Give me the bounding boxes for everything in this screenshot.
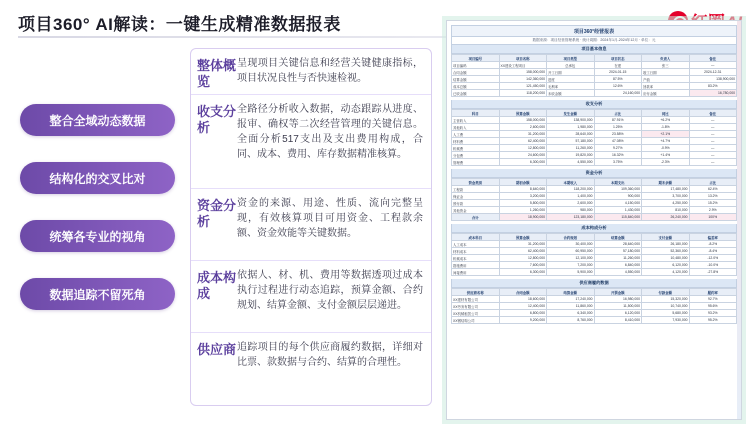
table-row — [452, 255, 737, 262]
th: 开票金额 — [594, 289, 642, 296]
td: — — [689, 117, 737, 124]
th: 占比 — [594, 110, 642, 117]
table-row — [452, 62, 737, 69]
table-row — [452, 159, 737, 166]
td: +1.4% — [642, 152, 690, 159]
td: 6,840,000 — [594, 262, 642, 269]
td: 142,360,000 — [499, 76, 547, 83]
td: 材料成本 — [452, 248, 500, 255]
th: 发生金额 — [547, 110, 595, 117]
td: 123,180,000 — [547, 214, 595, 221]
td: 材料费 — [452, 138, 500, 145]
td: -8.2% — [689, 241, 737, 248]
td: 12,400,000 — [499, 303, 547, 310]
th: 资金类别 — [452, 179, 500, 186]
td: 52,360,000 — [642, 248, 690, 255]
td: 8,640,000 — [499, 186, 547, 193]
td: -1.8% — [642, 124, 690, 131]
td: 应付金额 — [642, 90, 690, 97]
td: XX建设工程项目 — [499, 62, 547, 69]
capability-label: 成本构成 — [197, 270, 237, 301]
td: +6.2% — [642, 117, 690, 124]
table-row — [452, 117, 737, 124]
pill-label: 统筹各专业的视角 — [49, 229, 146, 244]
th: 结算金额 — [547, 289, 595, 296]
td: — — [689, 145, 737, 152]
td: -0.9% — [642, 145, 690, 152]
capability-text: 全路径分析收入数据，动态跟踪从进度、报审、确权等二次经营管理的关键信息。全面分析517支出及支出费用构成，合同、成本、费用、库存数据精准核算。 — [237, 104, 423, 160]
th: 供应商名称 — [452, 289, 500, 296]
table-row — [452, 200, 737, 207]
td: 28,640,000 — [594, 241, 642, 248]
td: -8.4% — [689, 248, 737, 255]
feature-pill — [20, 278, 175, 310]
td: 3,200,000 — [499, 193, 547, 200]
td: 合同金额 — [452, 69, 500, 76]
td: 980,000 — [547, 207, 595, 214]
td: 31,200,000 — [499, 131, 547, 138]
td: 7,930,000 — [642, 317, 690, 324]
td: — — [689, 62, 737, 69]
th: 结算金额 — [594, 234, 642, 241]
td: 工程款 — [452, 186, 500, 193]
capability-row — [191, 95, 431, 189]
td: 24,600,000 — [499, 152, 547, 159]
td: 1,400,000 — [547, 193, 595, 200]
report-section-cost: 成本构成分析 — [451, 224, 737, 233]
td: 其他资金 — [452, 207, 500, 214]
table-header-row — [452, 289, 737, 296]
table-row — [452, 69, 737, 76]
td: — — [689, 124, 737, 131]
td: 预付款 — [452, 200, 500, 207]
table-row — [452, 207, 737, 214]
td: 92.7% — [689, 296, 737, 303]
td: -12.0% — [689, 255, 737, 262]
td: 11,260,000 — [594, 255, 642, 262]
report-table-income — [451, 109, 737, 166]
table-row — [452, 262, 737, 269]
td: 间接费用 — [452, 269, 500, 276]
report-section-income: 收支分析 — [451, 100, 737, 109]
td: 6,300,000 — [499, 159, 547, 166]
td: 10,740,000 — [642, 303, 690, 310]
td: 121,450,000 — [499, 83, 547, 90]
capability-label: 收支分析 — [197, 104, 237, 135]
td: XX钢结构公司 — [452, 317, 500, 324]
td: 26,240,000 — [642, 214, 690, 221]
td: 9.27% — [594, 145, 642, 152]
th: 期初余额 — [499, 179, 547, 186]
td: XX建材有限公司 — [452, 296, 500, 303]
table-row — [452, 152, 737, 159]
feature-pill — [20, 104, 175, 136]
table-row — [452, 193, 737, 200]
td: 6,340,000 — [547, 310, 595, 317]
td: 47.08% — [594, 138, 642, 145]
td: 张三 — [642, 62, 690, 69]
td: 回款率 — [642, 83, 690, 90]
td: 合计 — [452, 214, 500, 221]
td: 毛利率 — [547, 83, 595, 90]
td: 6,120,000 — [642, 262, 690, 269]
table-row — [452, 317, 737, 324]
td: 2,600,000 — [499, 124, 547, 131]
td: 23.58% — [594, 131, 642, 138]
pill-label: 数据追踪不留死角 — [49, 287, 146, 302]
th: 本期支出 — [594, 179, 642, 186]
report-table-cost — [451, 233, 737, 276]
th: 合约规划 — [547, 234, 595, 241]
td: 分包费 — [452, 152, 500, 159]
td: 8,760,000 — [547, 317, 595, 324]
th: 占比 — [689, 179, 737, 186]
td: 17,480,000 — [642, 186, 690, 193]
td: 17,240,000 — [547, 296, 595, 303]
feature-pill-list — [20, 104, 180, 336]
td: 保证金 — [452, 193, 500, 200]
td: 30,400,000 — [547, 241, 595, 248]
feature-pill — [20, 220, 175, 252]
td: 138,900,000 — [547, 117, 595, 124]
td: 4,550,000 — [594, 269, 642, 276]
td: 57,180,000 — [594, 248, 642, 255]
td: 6,300,000 — [499, 269, 547, 276]
td: 1,260,000 — [499, 207, 547, 214]
td: 主营收入 — [452, 117, 500, 124]
table-row — [452, 303, 737, 310]
td: 结算金额 — [452, 76, 500, 83]
table-header-row — [452, 179, 737, 186]
table-row — [452, 76, 737, 83]
table-row — [452, 145, 737, 152]
table-row — [452, 138, 737, 145]
td: 95.6% — [689, 303, 737, 310]
td: 4,550,000 — [547, 159, 595, 166]
td: 人工费 — [452, 131, 500, 138]
th: 期末余额 — [642, 179, 690, 186]
th: 预算金额 — [499, 234, 547, 241]
td: 12.6% — [594, 83, 642, 90]
capability-label: 整体概览 — [197, 58, 237, 89]
td: 5,900,000 — [547, 269, 595, 276]
td: 4,120,000 — [642, 269, 690, 276]
td: 12,800,000 — [499, 145, 547, 152]
td: 成本总额 — [452, 83, 500, 90]
capability-text: 依据人、材、机、费用等数据透项过成本执行过程进行动态追踪，预算金额、合约规划、结算金额、支付金额层层递进。 — [237, 270, 423, 311]
report-table-supplier — [451, 288, 737, 324]
table-row — [452, 83, 737, 90]
capability-text: 呈现项目关键信息和经营关键健康指标，项目状况良性与否快速检视。 — [237, 58, 423, 84]
report-section-fund: 资金分析 — [451, 169, 737, 178]
th: 项目类型 — [547, 55, 595, 62]
capability-text: 资金的来源、用途、性质、流向完整呈现，有效核算项目可用资金、工程款余额、资金效能等关键数据。 — [237, 198, 423, 239]
td: — — [689, 152, 737, 159]
td: 在建 — [594, 62, 642, 69]
capability-row — [191, 261, 431, 333]
td: XX劳务有限公司 — [452, 303, 500, 310]
capability-label: 供应商 — [197, 342, 237, 357]
td: — — [689, 159, 737, 166]
td: 15.2% — [689, 200, 737, 207]
td: 产值 — [642, 76, 690, 83]
td: +4.7% — [642, 138, 690, 145]
th: 负责人 — [642, 55, 690, 62]
td: 其他收入 — [452, 124, 500, 131]
capability-panel — [190, 48, 432, 406]
th: 偏差率 — [689, 234, 737, 241]
report-section-supplier: 供应商履约数据 — [451, 279, 737, 288]
td: 19,820,000 — [547, 152, 595, 159]
td: -2.3% — [642, 159, 690, 166]
td: 总承包 — [547, 62, 595, 69]
td: 12,800,000 — [499, 255, 547, 262]
report-scroll-area[interactable] — [451, 25, 737, 397]
td: 16.32% — [594, 152, 642, 159]
table-row — [452, 90, 737, 97]
feature-pill — [20, 162, 175, 194]
capability-row — [191, 333, 431, 403]
th: 支付金额 — [642, 234, 690, 241]
capability-label: 资金分析 — [197, 198, 237, 229]
td: 118,200,000 — [547, 186, 595, 193]
td: -27.8% — [689, 269, 737, 276]
table-row — [452, 131, 737, 138]
table-row — [452, 214, 737, 221]
td: 62.4% — [689, 186, 737, 193]
capability-row — [191, 189, 431, 261]
td: 6,800,000 — [499, 310, 547, 317]
td: 100% — [689, 214, 737, 221]
td: 11,860,000 — [547, 303, 595, 310]
th: 成本科目 — [452, 234, 500, 241]
td: 28,640,000 — [547, 131, 595, 138]
td: 12,100,000 — [547, 255, 595, 262]
th: 合同金额 — [499, 289, 547, 296]
capability-row — [191, 49, 431, 95]
th: 付款金额 — [642, 289, 690, 296]
td: XX机械租赁公司 — [452, 310, 500, 317]
table-row — [452, 269, 737, 276]
td: 109,360,000 — [594, 186, 642, 193]
td: 93.2% — [689, 310, 737, 317]
report-preview[interactable] — [446, 20, 742, 420]
table-row — [452, 241, 737, 248]
td: 1,430,000 — [594, 207, 642, 214]
td: 18,900,000 — [499, 214, 547, 221]
td: 16,780,000 — [689, 90, 737, 97]
report-table-fund — [451, 178, 737, 221]
page-title: 项目360° AI解读：一键生成精准数据报表 — [18, 15, 341, 34]
td: 11,260,000 — [547, 145, 595, 152]
td: 2,600,000 — [547, 200, 595, 207]
td: 810,000 — [642, 207, 690, 214]
table-header-row — [452, 55, 737, 62]
td: 115,840,000 — [594, 214, 642, 221]
td: 2.9% — [689, 207, 737, 214]
report-scrollbar[interactable] — [737, 21, 741, 420]
td: 87.91% — [594, 117, 642, 124]
td: 2024-01-15 — [594, 69, 642, 76]
td: 进度 — [547, 76, 595, 83]
table-header-row — [452, 110, 737, 117]
td: 已收金额 — [452, 90, 500, 97]
report-title: 项目360°经营报表 — [451, 25, 737, 37]
td: 87.5% — [594, 76, 642, 83]
td: +2.1% — [642, 131, 690, 138]
td: 138,900,000 — [689, 76, 737, 83]
td: 26,180,000 — [642, 241, 690, 248]
td: 24,160,000 — [594, 90, 642, 97]
td: -10.0% — [689, 262, 737, 269]
table-row — [452, 186, 737, 193]
td: 5,800,000 — [499, 200, 547, 207]
table-row — [452, 296, 737, 303]
td: 83.2% — [689, 83, 737, 90]
td: 开工日期 — [547, 69, 595, 76]
table-header-row — [452, 234, 737, 241]
td: 人工成本 — [452, 241, 500, 248]
td: 4,250,000 — [642, 200, 690, 207]
capability-text: 追踪项目的每个供应商履约数据，详细对比票、款数据与合约、结算的合理性。 — [237, 342, 423, 368]
td: 7,600,000 — [499, 262, 547, 269]
th: 项目名称 — [499, 55, 547, 62]
pill-label: 结构化的交叉比对 — [49, 171, 146, 186]
table-row — [452, 124, 737, 131]
td: 8,410,000 — [594, 317, 642, 324]
td: 措施费用 — [452, 262, 500, 269]
td: 5,680,000 — [642, 310, 690, 317]
td: 118,200,000 — [499, 90, 547, 97]
td: 1,980,000 — [547, 124, 595, 131]
td: 4,150,000 — [594, 200, 642, 207]
th: 同比 — [642, 110, 690, 117]
th: 科目 — [452, 110, 500, 117]
td: 900,000 — [594, 193, 642, 200]
th: 备注 — [689, 110, 737, 117]
td: 6,120,000 — [594, 310, 642, 317]
td: 管理费 — [452, 159, 500, 166]
report-table-overview — [451, 54, 737, 97]
th: 项目编号 — [452, 55, 500, 62]
td: — — [689, 131, 737, 138]
td: 31,200,000 — [499, 241, 547, 248]
td: 158,000,000 — [499, 69, 547, 76]
th: 预算金额 — [499, 110, 547, 117]
td: 15,320,000 — [642, 296, 690, 303]
td: 60,950,000 — [547, 248, 595, 255]
table-row — [452, 310, 737, 317]
td: 机械费 — [452, 145, 500, 152]
td: 3,700,000 — [642, 193, 690, 200]
td: 10,480,000 — [642, 255, 690, 262]
td: 机械成本 — [452, 255, 500, 262]
th: 履约率 — [689, 289, 737, 296]
td: 11,500,000 — [594, 303, 642, 310]
th: 备注 — [689, 55, 737, 62]
table-row — [452, 248, 737, 255]
report-subtitle: 数据来源：项目经营管理系统 · 统计周期：2024年1月-2024年12月 · 单位：元 — [451, 37, 737, 45]
td: 2024-12-31 — [689, 69, 737, 76]
td: 竣工日期 — [642, 69, 690, 76]
td: 9,200,000 — [499, 317, 547, 324]
th: 项目状态 — [594, 55, 642, 62]
td: 1.25% — [594, 124, 642, 131]
td: 未收金额 — [547, 90, 595, 97]
td: 95.2% — [689, 317, 737, 324]
td: — — [689, 138, 737, 145]
pill-label: 整合全域动态数据 — [49, 113, 146, 128]
td: 57,180,000 — [547, 138, 595, 145]
report-section-overview: 项目基本信息 — [451, 45, 737, 54]
td: 13.2% — [689, 193, 737, 200]
td: 项目编码 — [452, 62, 500, 69]
td: 7,200,000 — [547, 262, 595, 269]
td: 158,000,000 — [499, 117, 547, 124]
th: 本期收入 — [547, 179, 595, 186]
td: 18,600,000 — [499, 296, 547, 303]
td: 62,400,000 — [499, 138, 547, 145]
td: 16,980,000 — [594, 296, 642, 303]
td: 3.75% — [594, 159, 642, 166]
td: 62,400,000 — [499, 248, 547, 255]
